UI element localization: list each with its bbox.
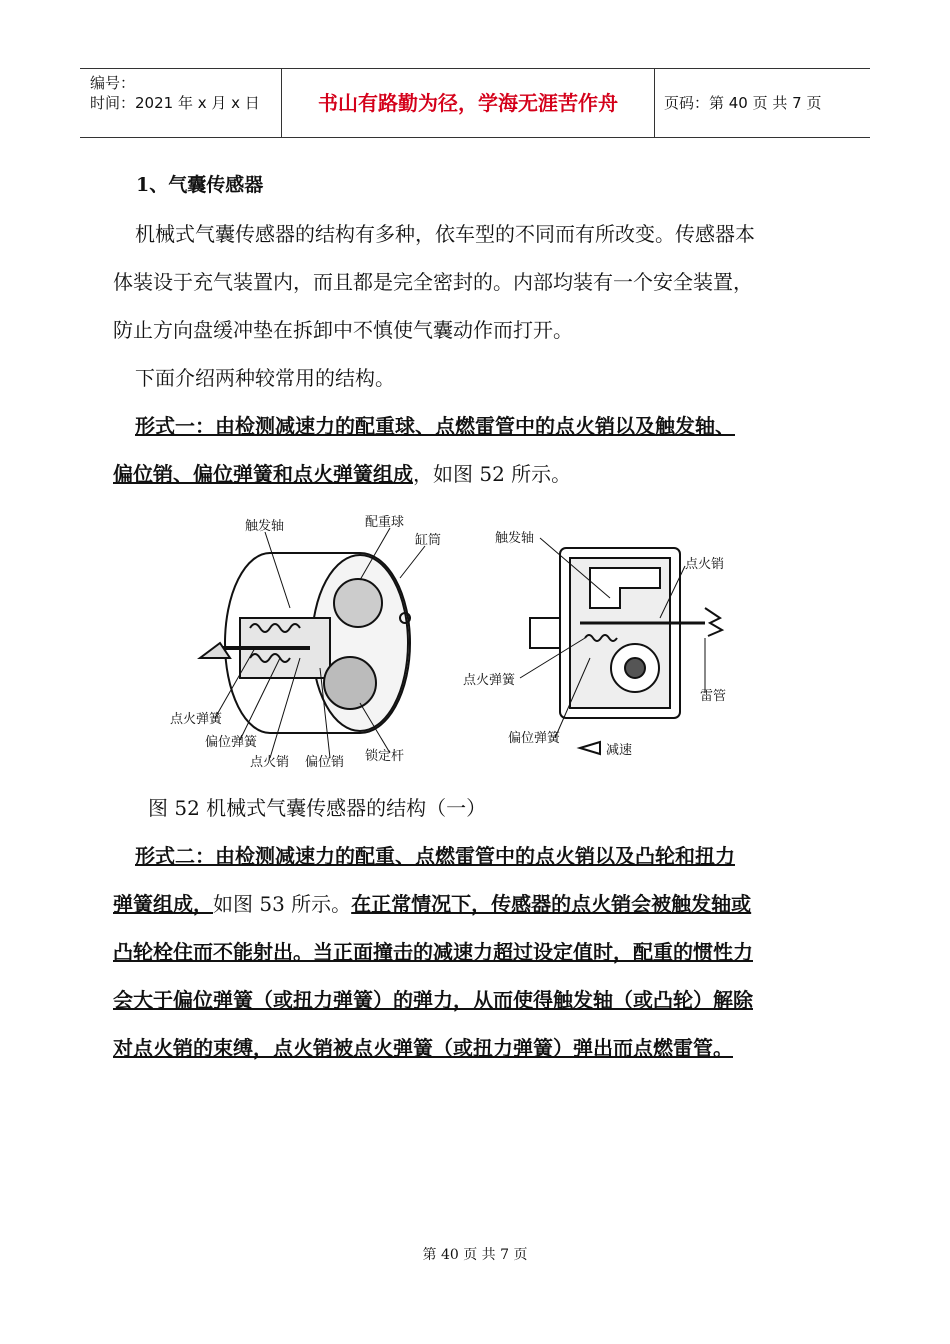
form2-line-1-text: 形式二：由检测减速力的配重、点燃雷管中的点火销以及凸轮和扭力	[135, 844, 735, 868]
figure-52	[160, 508, 760, 776]
label-detonator: 雷管	[700, 689, 727, 704]
sensor-diagram	[160, 508, 760, 776]
label-lock-rod: 锁定杆	[365, 749, 405, 764]
form1-line-1-text: 形式一：由检测减速力的配重球、点燃雷管中的点火销以及触发轴、	[135, 414, 735, 438]
form2-line-5	[113, 1024, 838, 1072]
header-motto: 书山有路勤为径，学海无涯苦作舟	[282, 69, 655, 137]
label-deceleration: 减速	[606, 743, 633, 758]
page-header	[80, 68, 870, 138]
label-firing-pin-right: 点火销	[685, 557, 725, 572]
form2-line-2-underlined-a: 弹簧组成，	[113, 892, 213, 916]
page-footer: 第 40 页 共 7 页	[422, 1247, 528, 1263]
form2-line-3-text: 凸轮栓住而不能射出。当正面撞击的减速力超过设定值时，配重的惯性力	[113, 940, 753, 964]
form2-paragraph	[113, 832, 838, 1072]
label-offset-spring-right: 偏位弹簧	[508, 731, 561, 746]
form2-line-2-underlined-b: 在正常情况下，传感器的点火销会被触发轴或	[351, 892, 752, 916]
label-weight-ball: 配重球	[365, 515, 405, 530]
form2-line-3	[113, 928, 838, 976]
form1-line-1	[113, 402, 838, 450]
paragraph-1	[113, 210, 838, 498]
p1-line-1: 机械式气囊传感器的结构有多种，依车型的不同而有所改变。传感器本	[135, 222, 755, 246]
form2-line-1	[113, 832, 838, 880]
figure-caption: 图 52 机械式气囊传感器的结构（一）	[148, 796, 487, 820]
form2-line-2	[113, 880, 838, 928]
form2-line-5-text: 对点火销的束缚，点火销被点火弹簧（或扭力弹簧）弹出而点燃雷管。	[113, 1036, 733, 1060]
label-offset-spring: 偏位弹簧	[205, 735, 258, 750]
header-time: 时间：2021 年 x 月 x 日	[90, 94, 260, 112]
section-title: 1、气囊传感器	[136, 174, 264, 196]
right-sensor-drawing	[530, 548, 725, 754]
form2-line-4-text: 会大于偏位弹簧（或扭力弹簧）的弹力，从而使得触发轴（或凸轮）解除	[113, 988, 753, 1012]
header-page: 页码：第 40 页 共 7 页	[664, 94, 822, 112]
label-ignition-spring-right: 点火弹簧	[463, 673, 516, 688]
form2-line-2-mid: 如图 53 所示。	[213, 892, 352, 916]
paragraph-2: 下面介绍两种较常用的结构。	[135, 366, 395, 390]
left-sensor-drawing	[200, 553, 410, 733]
form1-line-2-underlined: 偏位销、偏位弹簧和点火弹簧组成	[113, 462, 413, 486]
label-trigger-shaft-right: 触发轴	[495, 531, 535, 546]
p1-line-3: 防止方向盘缓冲垫在拆卸中不慎使气囊动作而打开。	[113, 318, 573, 342]
label-offset-pin: 偏位销	[305, 755, 345, 770]
label-trigger-shaft: 触发轴	[245, 519, 285, 534]
form1-line-2-rest: ，如图 52 所示。	[413, 462, 572, 486]
form1-line-2	[113, 450, 838, 498]
header-meta	[80, 69, 282, 137]
label-cylinder: 缸筒	[415, 533, 442, 548]
label-ignition-spring: 点火弹簧	[170, 712, 223, 727]
p1-line-2: 体装设于充气装置内，而且都是完全密封的。内部均装有一个安全装置，	[113, 270, 753, 294]
header-number: 编号：	[90, 74, 136, 92]
label-firing-pin: 点火销	[250, 755, 290, 770]
form2-line-4	[113, 976, 838, 1024]
